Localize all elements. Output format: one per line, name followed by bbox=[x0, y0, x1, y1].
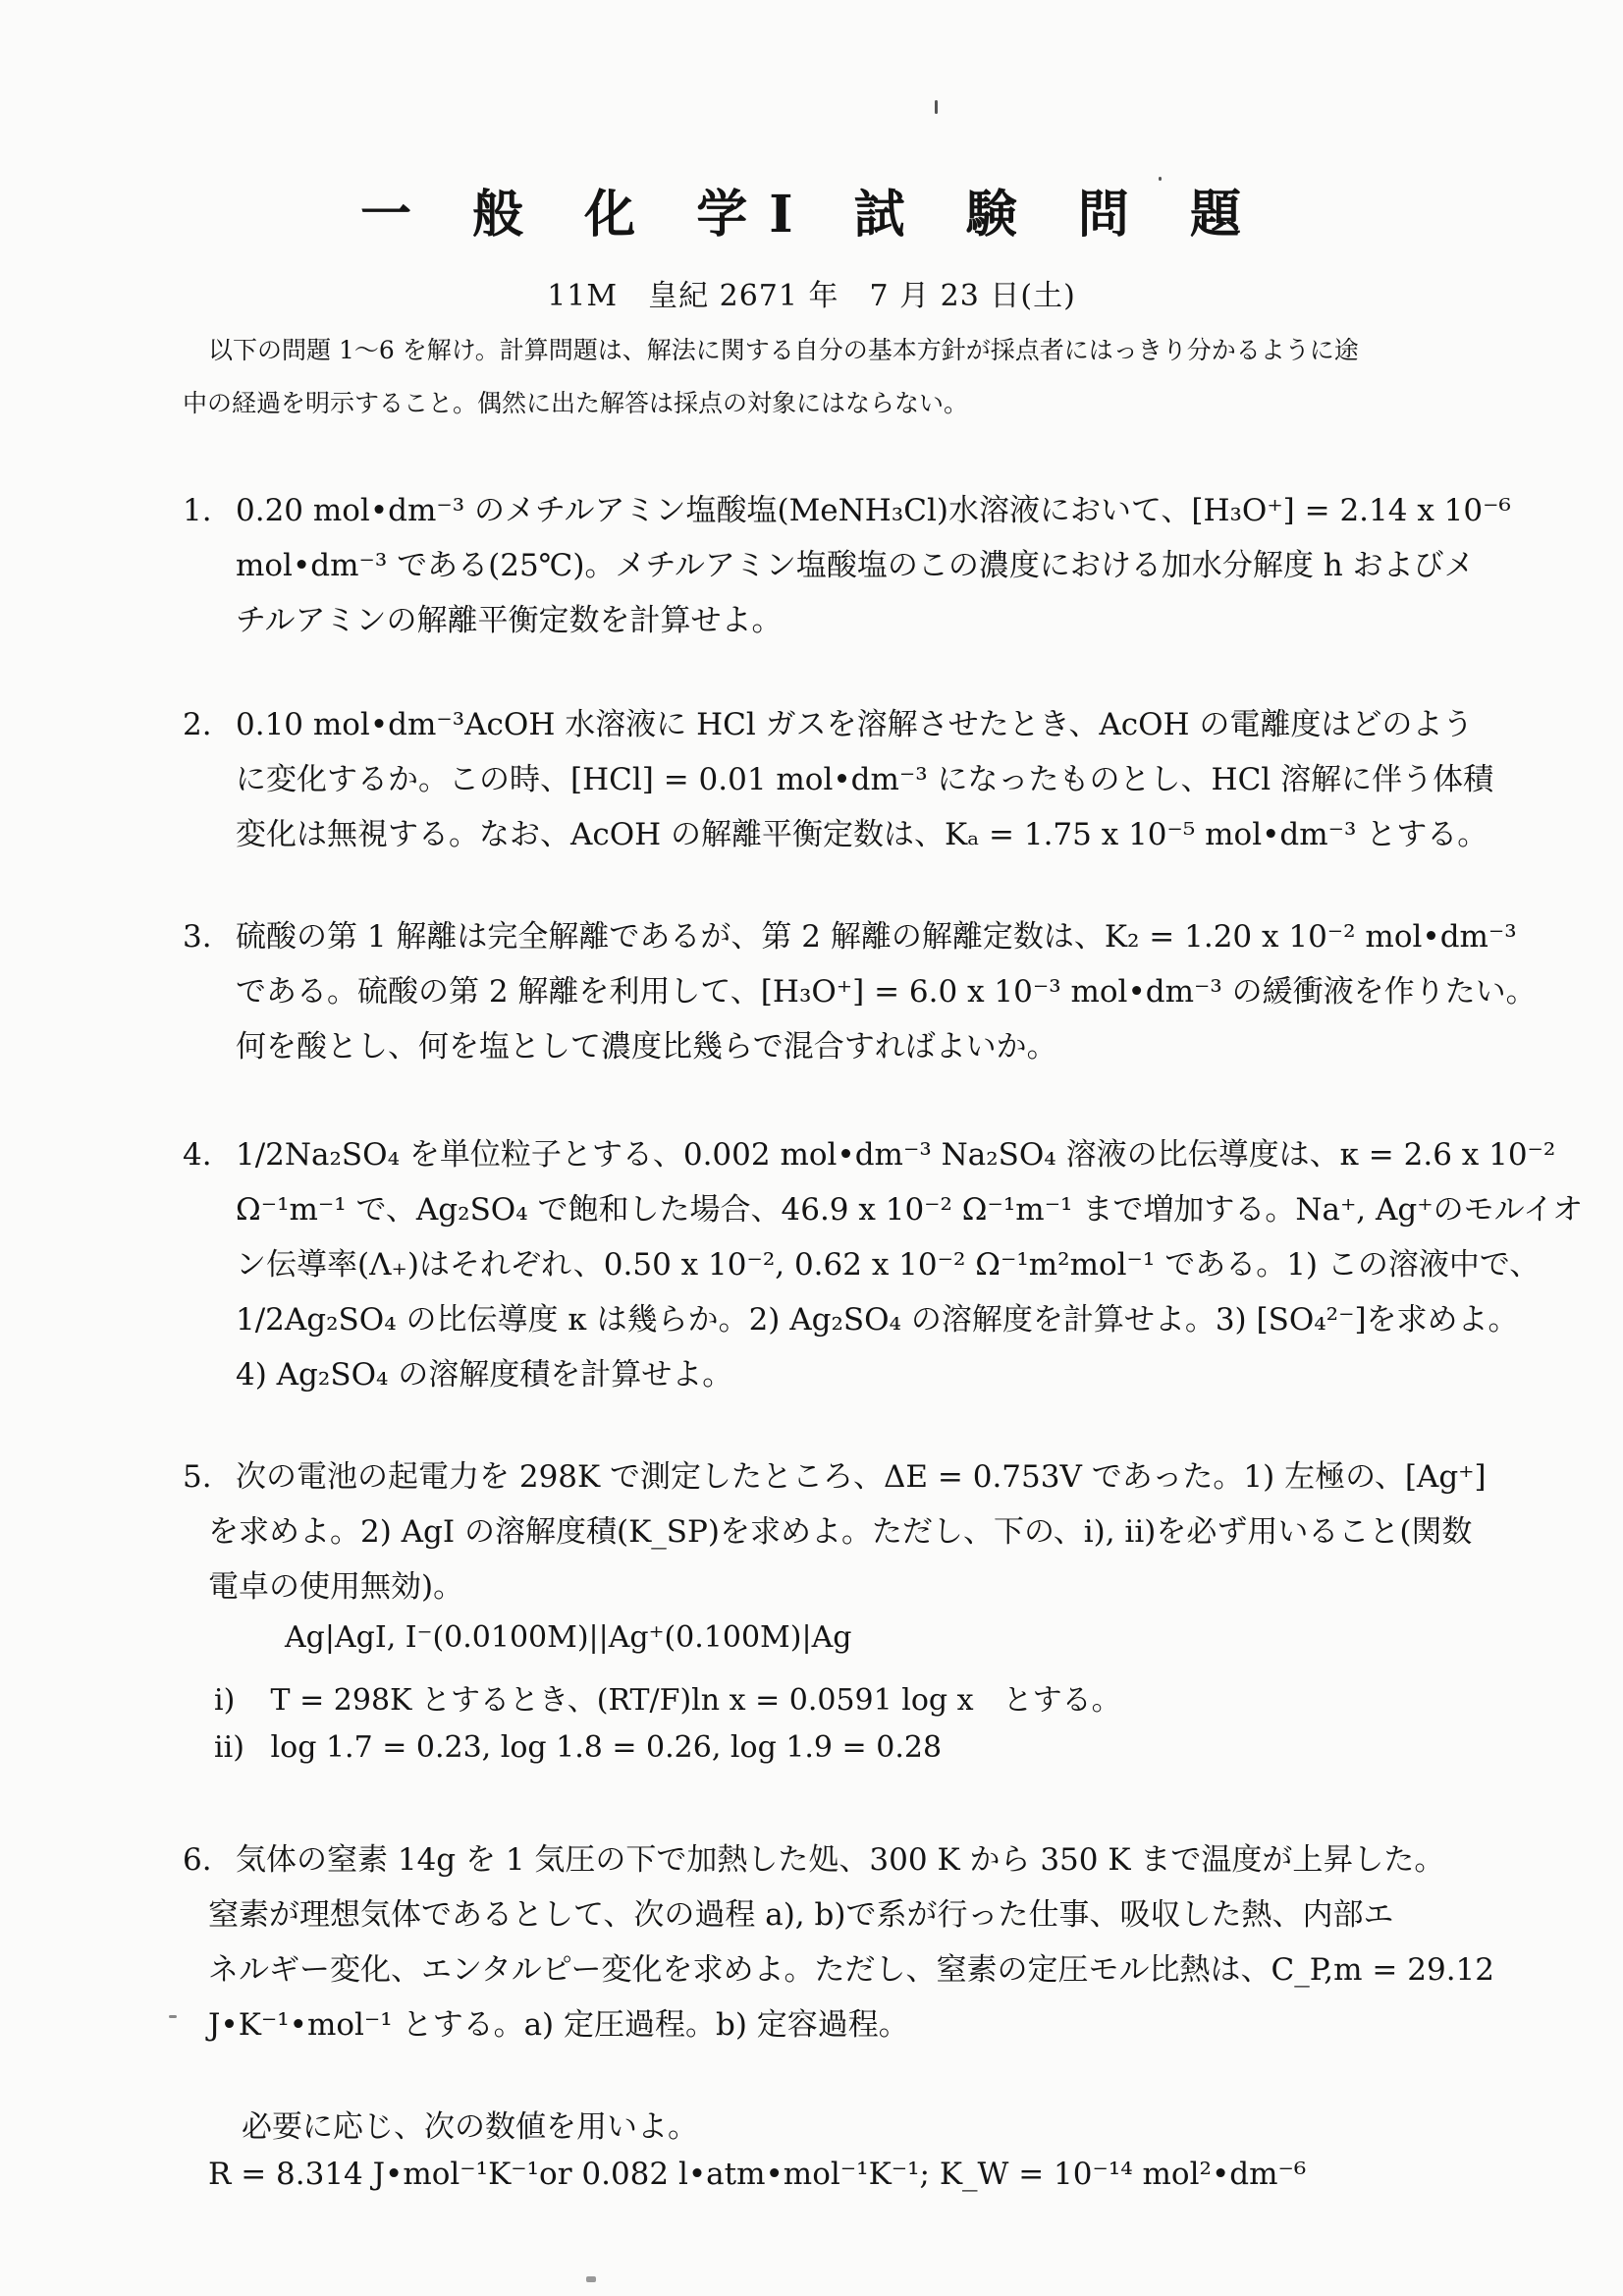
instructions bbox=[183, 324, 1475, 430]
page-title: 一 般 化 学I 試 験 問 題 bbox=[359, 185, 1264, 245]
question-line: 窒素が理想気体であるとして、次の過程 a), b)で系が行った仕事、吸収した熱、内部エ bbox=[208, 1897, 1394, 1933]
question-line: である。硫酸の第 2 解離を利用して、[H₃O⁺] = 6.0 x 10⁻³ mol•dm⁻³ の緩衝液を作りたい。 bbox=[236, 974, 1537, 1010]
question-number: 4. bbox=[183, 1137, 212, 1173]
question-1 bbox=[183, 483, 1511, 648]
cell-notation: Ag|AgI, I⁻(0.0100M)||Ag⁺(0.100M)|Ag bbox=[285, 1620, 852, 1655]
condition-label: i) bbox=[214, 1683, 236, 1718]
scan-speck bbox=[169, 2015, 177, 2018]
question-line: 1/2Na₂SO₄ を単位粒子とする、0.002 mol•dm⁻³ Na₂SO₄ 溶液の比伝導度は、κ = 2.6 x 10⁻² bbox=[236, 1137, 1556, 1173]
question-line: 次の電池の起電力を 298K で測定したところ、ΔE = 0.753V であった。1) 左極の、[Ag⁺] bbox=[236, 1459, 1487, 1495]
instructions-line: 以下の問題 1〜6 を解け。計算問題は、解法に関する自分の基本方針が採点者にはっきり分かるように途 bbox=[208, 336, 1359, 364]
question-line: 硫酸の第 1 解離は完全解離であるが、第 2 解離の解離定数は、K₂ = 1.20 x 10⁻² mol•dm⁻³ bbox=[236, 919, 1517, 955]
question-line: 電卓の使用無効)。 bbox=[208, 1569, 464, 1605]
question-number: 2. bbox=[183, 707, 212, 742]
question-line: 変化は無視する。なお、AcOH の解離平衡定数は、Kₐ = 1.75 x 10⁻⁵ mol•dm⁻³ とする。 bbox=[236, 817, 1488, 852]
question-line: ネルギー変化、エンタルピー変化を求めよ。ただし、窒素の定圧モル比熱は、C_P,m = 29.12 bbox=[208, 1952, 1494, 1988]
question-3 bbox=[183, 909, 1537, 1074]
scan-speck bbox=[586, 2276, 596, 2282]
question-6 bbox=[183, 1832, 1494, 2052]
question-5 bbox=[183, 1449, 1488, 1614]
question-line: mol•dm⁻³ である(25℃)。メチルアミン塩酸塩のこの濃度における加水分解度 h およびメ bbox=[236, 548, 1475, 583]
question-line: 1/2Ag₂SO₄ の比伝導度 κ は幾らか。2) Ag₂SO₄ の溶解度を計算せよ。3) [SO₄²⁻]を求めよ。 bbox=[236, 1302, 1519, 1338]
question-line: J•K⁻¹•mol⁻¹ とする。a) 定圧過程。b) 定容過程。 bbox=[208, 2007, 909, 2043]
question-line: ン伝導率(Λ₊)はそれぞれ、0.50 x 10⁻², 0.62 x 10⁻² Ω⁻¹m²mol⁻¹ である。1) この溶液中で、 bbox=[236, 1247, 1541, 1283]
question-number: 5. bbox=[183, 1459, 212, 1495]
constants-line: R = 8.314 J•mol⁻¹K⁻¹or 0.082 l•atm•mol⁻¹K⁻¹; K_W = 10⁻¹⁴ mol²•dm⁻⁶ bbox=[208, 2157, 1307, 2192]
question-2 bbox=[183, 697, 1494, 862]
question-line: チルアミンの解離平衡定数を計算せよ。 bbox=[236, 603, 783, 638]
constants-note: 必要に応じ、次の数値を用いよ。 bbox=[242, 2109, 698, 2145]
question-number: 1. bbox=[183, 493, 212, 528]
question-line: 気体の窒素 14g を 1 気圧の下で加熱した処、300 K から 350 K まで温度が上昇した。 bbox=[236, 1842, 1445, 1878]
question-line: 0.10 mol•dm⁻³AcOH 水溶液に HCl ガスを溶解させたとき、AcOH の電離度はどのよう bbox=[236, 707, 1474, 742]
condition-ii bbox=[214, 1730, 942, 1765]
question-number: 6. bbox=[183, 1842, 212, 1878]
scan-speck bbox=[1159, 177, 1162, 181]
instructions-line: 中の経過を明示すること。偶然に出た解答は採点の対象にはならない。 bbox=[183, 389, 969, 417]
question-line: に変化するか。この時、[HCl] = 0.01 mol•dm⁻³ になったものとし、HCl 溶解に伴う体積 bbox=[236, 762, 1494, 797]
question-line: 何を酸とし、何を塩として濃度比幾らで混合すればよいか。 bbox=[236, 1029, 1057, 1065]
question-number: 3. bbox=[183, 919, 212, 955]
scan-speck bbox=[935, 100, 938, 114]
question-line: Ω⁻¹m⁻¹ で、Ag₂SO₄ で飽和した場合、46.9 x 10⁻² Ω⁻¹m⁻¹ まで増加する。Na⁺, Ag⁺のモルイオ bbox=[236, 1192, 1584, 1228]
condition-i bbox=[214, 1675, 1121, 1719]
condition-label: ii) bbox=[214, 1730, 244, 1765]
condition-text: T = 298K とするとき、(RT/F)ln x = 0.0591 log x とする。 bbox=[270, 1683, 1121, 1718]
exam-date-line: 11M 皇紀 2671 年 7 月 23 日(土) bbox=[547, 279, 1076, 313]
question-line: 0.20 mol•dm⁻³ のメチルアミン塩酸塩(MeNH₃Cl)水溶液において、[H₃O⁺] = 2.14 x 10⁻⁶ bbox=[236, 493, 1511, 528]
question-line: 4) Ag₂SO₄ の溶解度積を計算せよ。 bbox=[236, 1357, 733, 1393]
condition-text: log 1.7 = 0.23, log 1.8 = 0.26, log 1.9 = 0.28 bbox=[270, 1730, 943, 1765]
question-4 bbox=[183, 1127, 1584, 1402]
question-line: を求めよ。2) AgI の溶解度積(K_SP)を求めよ。ただし、下の、i), ii)を必ず用いること(関数 bbox=[208, 1514, 1473, 1550]
